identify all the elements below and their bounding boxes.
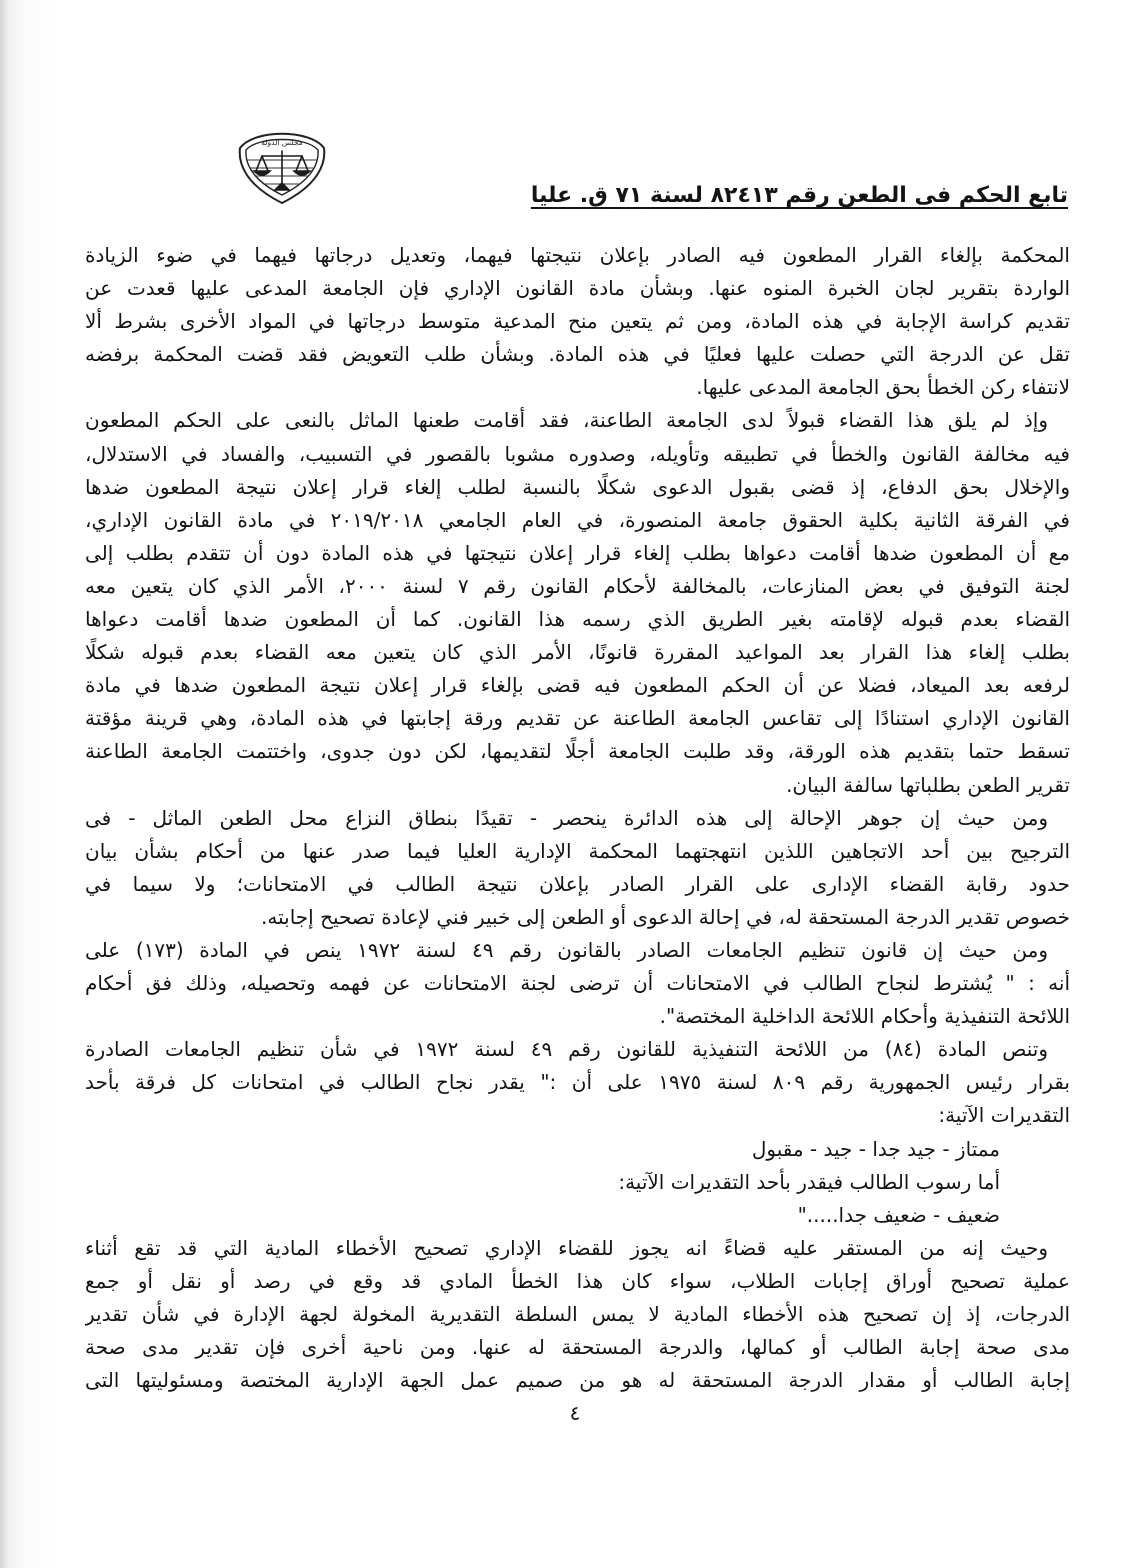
document-title: تابع الحكم فى الطعن رقم ٨٢٤١٣ لسنة ٧١ ق. عليا	[530, 183, 1068, 208]
paragraph	[85, 802, 1070, 934]
text-line: المحكمة بإلغاء القرار المطعون فيه الصادر بإعلان نتيجتها فيهما، وتعديل درجاتها فيهما في ضوء الزيادة	[85, 243, 1070, 267]
text-line: بطلب إلغاء هذا القرار بعد المواعيد المقررة قانونًا، الأمر الذي كان يتعين معه القضاء بعدم قبوله شكلًا	[85, 640, 1070, 665]
text-line: عملية تصحيح أوراق إجابات الطلاب، سواء كان هذا الخطأ المادي قد وقع في رصد أو نقل أو جمع	[85, 1268, 1070, 1293]
text-line: فيه مخالفة القانون والخطأ في تطبيقه وتأويله، وصدوره مشوبا بالقصور في التسبيب، والفساد في الاستدلال،	[85, 441, 1070, 466]
text-line: مدى صحة إجابة الطالب أو كمالها، والدرجة المستحقة له عنها. ومن ناحية أخرى فإن تقدير مدى صحة	[85, 1335, 1070, 1360]
text-line: حدود رقابة القضاء الإدارى على القرار الصادر بإعلان نتيجة الطالب في الامتحانات؛ ولا سيما في	[85, 871, 1070, 896]
text-line: القانون الإداري استنادًا إلى تقاعس الجامعة الطاعنة عن تقديم ورقة إجابتها في هذه المادة، وهي قرينة مؤقتة	[85, 706, 1070, 731]
grade-list-line: ممتاز - جيد جدا - جيد - مقبول	[751, 1136, 1000, 1161]
text-line: التقديرات الآتية:	[938, 1103, 1070, 1128]
grade-list-line: ضعيف - ضعيف جدا....."	[797, 1202, 1000, 1227]
text-line: تقديم كراسة الإجابة في هذه المادة، ومن ثم يتعين منح المدعية متوسط درجاتها في المواد الأخرى بشرط ألا	[85, 309, 1070, 334]
grade-list-line: أما رسوب الطالب فيقدر بأحد التقديرات الآتية:	[618, 1169, 1000, 1194]
text-line: تسقط حتما بتقديم هذه الورقة، وقد طلبت الجامعة أجلًا لتقديمها، لكن دون جدوى، واختتمت الجامعة الطاعنة	[85, 739, 1070, 764]
text-line: الواردة بتقرير لجان الخبرة المنوه عنها. وبشأن مادة القانون الإداري فإن الجامعة المدعى عليها قعدت عن	[85, 276, 1070, 301]
text-line: في الفرقة الثانية بكلية الحقوق جامعة المنصورة، في العام الجامعي ٢٠١٩/٢٠١٨ في مادة القانون الإداري،	[85, 507, 1070, 532]
text-line: والإخلال بحق الدفاع، إذ قضى بقبول الدعوى شكلًا بالنسبة لطلب إلغاء قرار إعلان نتيجة المطعون ضدها	[85, 474, 1070, 499]
paragraph	[85, 239, 1070, 404]
text-line: وتنص المادة (٨٤) من اللائحة التنفيذية للقانون رقم ٤٩ لسنة ١٩٧٢ في شأن تنظيم الجامعات الصادرة	[85, 1037, 1048, 1062]
text-line: القضاء بعدم قبوله لإقامته بغير الطريق الذي رسمه هذا القانون. كما أن المطعون ضدها أقامت دعواها	[85, 607, 1070, 632]
page-number: ٤	[569, 1401, 581, 1425]
text-line: الترجيح بين أحد الاتجاهين اللذين انتهجتهما المحكمة الإدارية العليا فيما صدر عنها من أحكام بشأن بيان	[85, 838, 1070, 863]
text-line: وحيث إنه من المستقر عليه قضاءً انه يجوز للقضاء الإداري تصحيح الأخطاء المادية التي قد تقع أثناء	[85, 1235, 1048, 1260]
paragraph	[85, 934, 1070, 1033]
text-line: تقرير الطعن بطلباتها سالفة البيان.	[786, 772, 1070, 797]
text-line: اللائحة التنفيذية وأحكام اللائحة الداخلية المختصة".	[659, 1004, 1070, 1029]
scales-of-justice-icon	[232, 124, 332, 206]
text-line: مع أن المطعون ضدها أقامت دعواها بطلب إلغاء قرار إعلان نتيجتها في هذه المادة دون أن تتقدم بطلب إلى	[85, 540, 1070, 565]
text-line: الدرجات، إذ إن تصحيح هذه الأخطاء المادية لا يمس السلطة التقديرية المخولة لجهة الإدارة في شأن تقدير	[85, 1302, 1070, 1326]
seal-text: مجلس الدولة	[261, 138, 303, 147]
text-line: ومن حيث إن جوهر الإحالة إلى هذه الدائرة ينحصر - تقيدًا بنطاق النزاع محل الطعن الماثل - فى	[85, 805, 1048, 830]
text-line: أنه : " يُشترط لنجاح الطالب في الامتحانات أن ترضى لجنة الامتحانات عن فهمه وتحصيله، وذلك فق أحكام	[85, 971, 1070, 996]
text-line: لجنة التوفيق في بعض المنازعات، بالمخالفة لأحكام القانون رقم ٧ لسنة ٢٠٠٠، الأمر الذي كان يتعين معه	[85, 573, 1070, 598]
paragraph	[85, 404, 1070, 801]
text-line: تقل عن الدرجة التي حصلت عليها فعليًا في هذه المادة. وبشأن طلب التعويض فقد قضت المحكمة برفضه	[85, 342, 1070, 367]
paragraph	[85, 1033, 1070, 1232]
paragraph	[85, 1232, 1070, 1397]
text-line: إجابة الطالب أو مقدار الدرجة المستحقة له هو من صميم عمل الجهة الإدارية المختصة ومسئوليتها التى	[85, 1368, 1070, 1393]
text-line: لانتفاء ركن الخطأ بحق الجامعة المدعى عليها.	[696, 375, 1070, 400]
body-text	[85, 239, 1070, 1397]
text-line: لرفعه بعد الميعاد، فضلا عن أن الحكم المطعون فيه قضى بإلغاء قرار إعلان نتيجة المطعون ضدها في مادة	[85, 673, 1070, 698]
text-line: خصوص تقدير الدرجة المستحقة له، في إحالة الدعوى أو الطعن إلى خبير فني لإعادة تصحيح إجابته.	[261, 904, 1070, 929]
seal-emblem	[232, 124, 332, 206]
text-line: ومن حيث إن قانون تنظيم الجامعات الصادر بالقانون رقم ٤٩ لسنة ١٩٧٢ ينص في المادة (١٧٣) على	[85, 937, 1049, 962]
text-line: بقرار رئيس الجمهورية رقم ٨٠٩ لسنة ١٩٧٥ على أن :" يقدر نجاح الطالب في امتحانات كل فرقة بأحد	[85, 1070, 1070, 1095]
text-line: وإذ لم يلق هذا القضاء قبولاً لدى الجامعة الطاعنة، فقد أقامت طعنها الماثل بالنعى على الحكم المطعون	[85, 408, 1048, 433]
